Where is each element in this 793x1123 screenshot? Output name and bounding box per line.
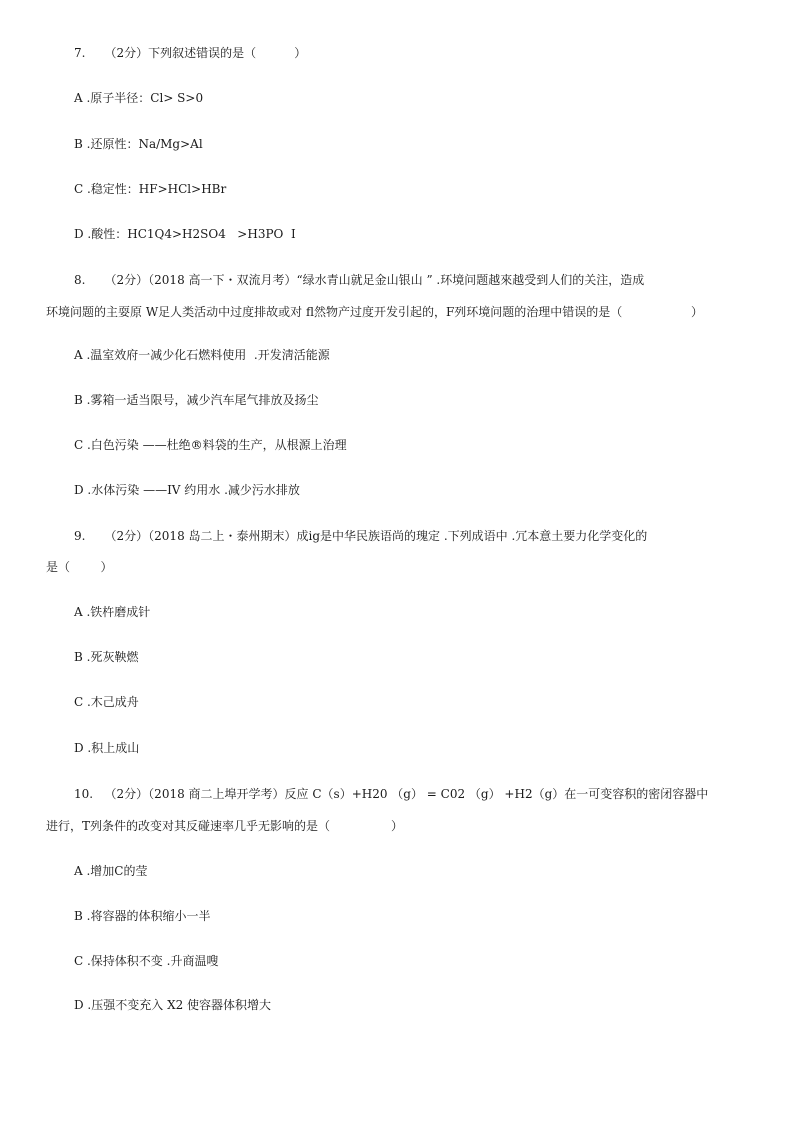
question-9-stem-line2: 是（ ） <box>46 560 113 574</box>
question-8-option-a: A .温室效府一减少化石燃料使用 .开发淸活能源 <box>74 348 330 362</box>
question-8-stem-line2: 环境问题的主耍原 W足人类活动中过度排故或对 fl然物产过度开发引起的，F列环境问题的治理中错误的是（ ） <box>46 305 703 319</box>
question-10-option-b: B .将容器的体积缩小一半 <box>74 909 211 923</box>
question-9-text: （2分）（2018 岛二上・泰州期末）成ig是中华民族语尚的瑰定 .下列成语中 .冗本意土要力化学变化的 <box>104 529 648 543</box>
question-7-option-c: C .稳定性：HF>HCl>HBr <box>74 182 227 196</box>
question-9-option-d: D .积上成山 <box>74 741 140 755</box>
question-10-option-d: D .压强不变充入 X2 使容器体积增大 <box>74 998 272 1012</box>
question-8-number: 8. <box>74 273 86 287</box>
question-8-option-d: D .水体污染 ——IV 约用水 .减少污水排放 <box>74 483 300 497</box>
question-9-option-c: C .木己成舟 <box>74 695 139 709</box>
question-8-option-b: B .雾箱一适当限号，减少汽车尾气排放及扬尘 <box>74 393 319 407</box>
question-7-option-b: B .还原性：Na/Mg>Al <box>74 137 203 151</box>
question-10-number: 10. <box>74 787 94 801</box>
question-10-stem-line2: 进行，T列条件的改变对其反碰速率几乎无影响的是（ ） <box>46 819 404 833</box>
question-10-option-c: C .保持体积不变 .升商温嗖 <box>74 954 219 968</box>
question-7-stem <box>74 45 306 61</box>
question-9-number: 9. <box>74 529 86 543</box>
question-8-stem <box>74 272 644 288</box>
question-10-text: （2分）（2018 商二上埠开学考）反应 C（s）+H20 （g） = C02 （g） +H2（g）在一可变容积的密闭容器中 <box>104 787 709 801</box>
question-7-text: （2分）下列叙述错误的是（ ） <box>104 46 307 60</box>
question-10-stem <box>74 786 708 802</box>
question-7-option-a: A .原子半径：Cl> S>0 <box>74 91 204 105</box>
question-9-option-b: B .死灰鞅燃 <box>74 650 139 664</box>
question-8-option-c: C .白色污染 ——杜绝®料袋的生产，从根源上治理 <box>74 438 347 452</box>
question-7-number: 7. <box>74 46 86 60</box>
question-9-stem <box>74 528 647 544</box>
question-8-text: （2分）（2018 高一下・双流月考）“绿水青山就足金山银山 ” .环境问题越來越受到人们的关注，造成 <box>104 273 645 287</box>
question-10-option-a: A .增加C的莹 <box>74 864 148 878</box>
question-9-option-a: A .铁杵磨成针 <box>74 605 151 619</box>
question-7-option-d: D .酸性：HC1Q4>H2SO4 >H3PO I <box>74 227 296 241</box>
